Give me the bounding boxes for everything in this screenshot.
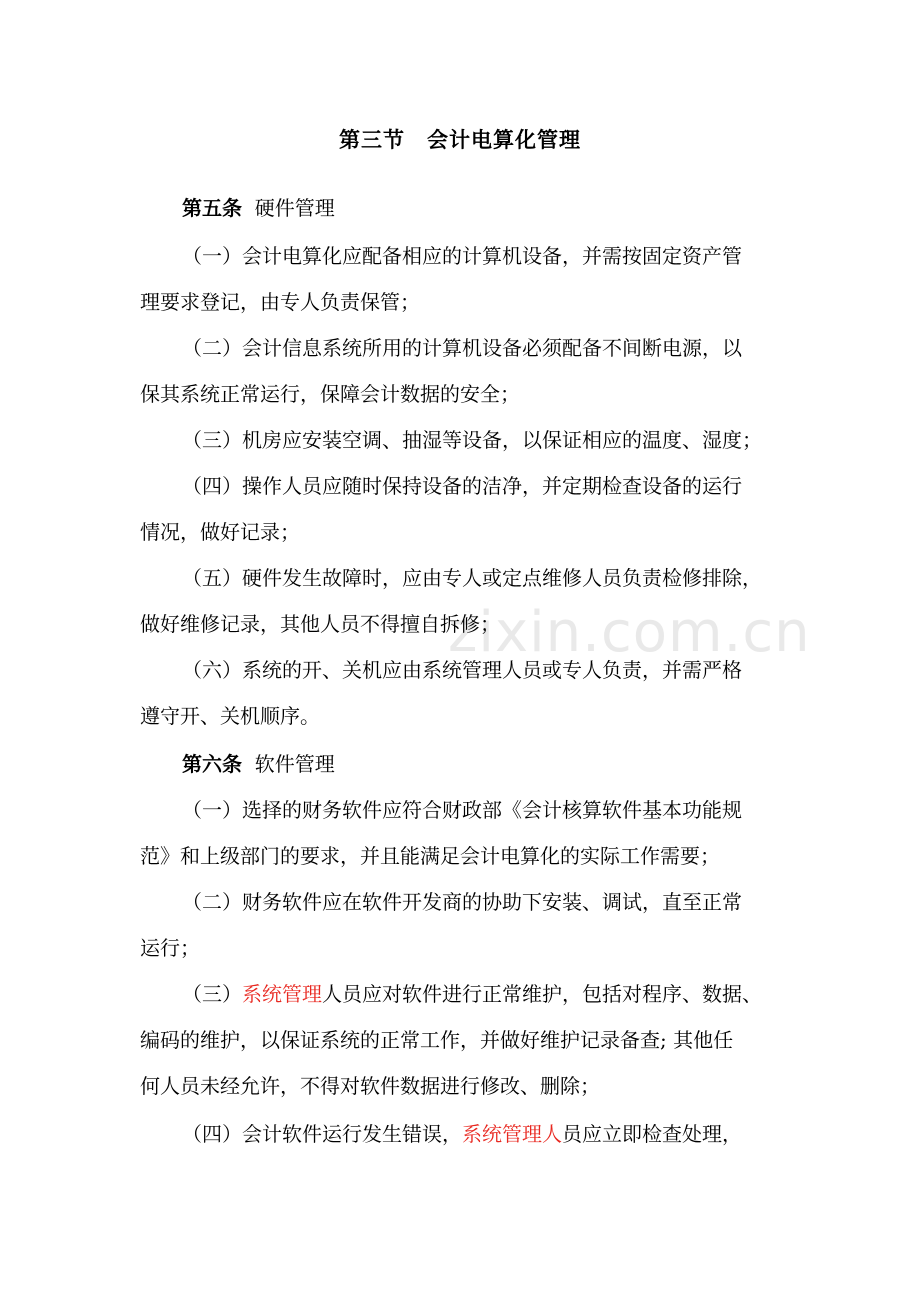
section-title: [0, 124, 920, 154]
article-5-subject: 硬件管理: [254, 196, 335, 220]
article-5-item-2-line-2: 保其系统正常运行，保障会计数据的安全；: [140, 382, 520, 406]
article-5-item-5-line-1: （五）硬件发生故障时，应由专人或定点维修人员负责检修排除，: [182, 566, 762, 590]
article-5-item-6-line-1: （六）系统的开、关机应由系统管理人员或专人负责，并需严格: [182, 658, 742, 682]
article-6-item-4-rest: 员应立即检查处理，: [562, 1122, 742, 1146]
article-6-item-3-prefix: （三）: [182, 982, 242, 1006]
article-6-item-3-line-1: [182, 980, 842, 1008]
article-6-item-4-prefix: （四）会计软件运行发生错误，: [182, 1122, 462, 1146]
highlighted-text: 系统管理人: [462, 1122, 562, 1146]
article-5-item-1-line-2: 理要求登记，由专人负责保管；: [140, 290, 420, 314]
article-6-item-3-line-3: 何人员未经允许，不得对软件数据进行修改、删除；: [140, 1074, 600, 1098]
article-6-item-1-line-1: （一）选择的财务软件应符合财政部《会计核算软件基本功能规: [182, 798, 742, 822]
article-6-item-4-line-1: [182, 1120, 842, 1148]
article-5-item-1-line-1: （一）会计电算化应配备相应的计算机设备，并需按固定资产管: [182, 244, 742, 268]
article-5-item-5-line-2: 做好维修记录，其他人员不得擅自拆修；: [140, 612, 500, 636]
article-6-item-3-rest: 人员应对软件进行正常维护，包括对程序、数据、: [322, 982, 762, 1006]
article-5-item-6-line-2: 遵守开、关机顺序。: [140, 704, 320, 728]
highlighted-text: 系统管理: [242, 982, 322, 1006]
article-5-item-4-line-1: （四）操作人员应随时保持设备的洁净，并定期检查设备的运行: [182, 474, 742, 498]
article-6-heading: 第六条: [182, 752, 242, 776]
article-6-item-3-line-2: 编码的维护，以保证系统的正常工作，并做好维护记录备查; 其他任: [140, 1028, 734, 1052]
article-5-heading: 第五条: [182, 196, 242, 220]
article-5-item-3-line-1: （三）机房应安装空调、抽湿等设备，以保证相应的温度、湿度；: [182, 428, 762, 452]
article-6-item-2-line-2: 运行；: [140, 936, 200, 960]
article-6-item-2-line-1: （二）财务软件应在软件开发商的协助下安装、调试，直至正常: [182, 890, 742, 914]
article-6-heading-line: [182, 750, 842, 778]
article-5-item-4-line-2: 情况，做好记录；: [140, 520, 300, 544]
watermark: zixin.com.cn: [448, 600, 811, 665]
article-5-item-2-line-1: （二）会计信息系统所用的计算机设备必须配备不间断电源，以: [182, 336, 742, 360]
section-name: 会计电算化管理: [427, 127, 581, 152]
section-number: 第三节: [339, 127, 405, 152]
article-5-heading-line: [182, 194, 842, 222]
article-6-subject: 软件管理: [254, 752, 335, 776]
article-6-item-1-line-2: 范》和上级部门的要求，并且能满足会计电算化的实际工作需要；: [140, 844, 720, 868]
